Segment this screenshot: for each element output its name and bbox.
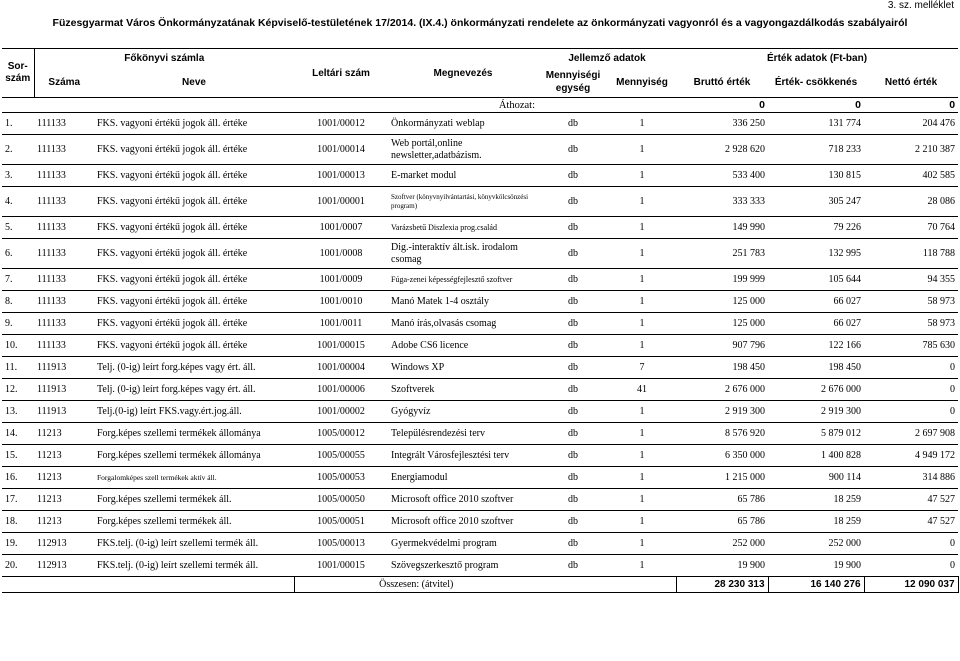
account-number: 111133	[34, 269, 94, 291]
account-number: 111133	[34, 135, 94, 165]
depreciation: 131 774	[768, 113, 864, 135]
quantity: 1	[608, 401, 676, 423]
inventory-number: 1001/00013	[294, 165, 388, 187]
item-name: Szoftverek	[388, 379, 538, 401]
row-number: 5.	[2, 217, 34, 239]
header-leltari-szam: Leltári szám	[294, 49, 388, 98]
unit: db	[538, 135, 608, 165]
table-row	[2, 217, 958, 239]
table-row	[2, 269, 958, 291]
quantity: 1	[608, 555, 676, 577]
depreciation: 18 259	[768, 489, 864, 511]
header-brutto-ertek: Bruttó érték	[676, 67, 768, 98]
inventory-number: 1001/00014	[294, 135, 388, 165]
athozat-label: Áthozat:	[2, 98, 538, 113]
unit: db	[538, 269, 608, 291]
asset-table	[2, 48, 959, 593]
account-number: 11213	[34, 423, 94, 445]
gross-value: 333 333	[676, 187, 768, 217]
row-number: 17.	[2, 489, 34, 511]
account-number: 11213	[34, 511, 94, 533]
item-name: Gyermekvédelmi program	[388, 533, 538, 555]
header-mennyisegi-egyseg: Mennyiségi egység	[538, 67, 608, 98]
depreciation: 132 995	[768, 239, 864, 269]
inventory-number: 1005/00013	[294, 533, 388, 555]
item-name: Szoftver (könyvnyilvántartási, könyvkölcsönzési program)	[388, 187, 538, 217]
inventory-number: 1005/00012	[294, 423, 388, 445]
total-netto: 12 090 037	[864, 577, 958, 593]
gross-value: 8 576 920	[676, 423, 768, 445]
net-value: 47 527	[864, 511, 958, 533]
gross-value: 251 783	[676, 239, 768, 269]
quantity: 1	[608, 135, 676, 165]
account-number: 111133	[34, 335, 94, 357]
account-name: Forg.képes szellemi termékek áll.	[94, 511, 294, 533]
item-name: Manó írás,olvasás csomag	[388, 313, 538, 335]
net-value: 2 210 387	[864, 135, 958, 165]
table-row	[2, 401, 958, 423]
quantity: 1	[608, 313, 676, 335]
inventory-number: 1001/00015	[294, 335, 388, 357]
quantity: 1	[608, 489, 676, 511]
net-value: 402 585	[864, 165, 958, 187]
inventory-number: 1001/0010	[294, 291, 388, 313]
table-row	[2, 313, 958, 335]
unit: db	[538, 313, 608, 335]
quantity: 1	[608, 335, 676, 357]
header-neve: Neve	[94, 67, 294, 98]
account-number: 111913	[34, 401, 94, 423]
total-csokkenes: 16 140 276	[768, 577, 864, 593]
athozat-row	[2, 98, 958, 113]
account-number: 111133	[34, 313, 94, 335]
unit: db	[538, 423, 608, 445]
athozat-csokkenes: 0	[768, 98, 864, 113]
account-number: 111133	[34, 113, 94, 135]
row-number: 6.	[2, 239, 34, 269]
account-number: 112913	[34, 555, 94, 577]
depreciation: 5 879 012	[768, 423, 864, 445]
net-value: 204 476	[864, 113, 958, 135]
depreciation: 66 027	[768, 313, 864, 335]
inventory-number: 1001/00001	[294, 187, 388, 217]
row-number: 18.	[2, 511, 34, 533]
quantity: 7	[608, 357, 676, 379]
item-name: Szövegszerkesztő program	[388, 555, 538, 577]
account-name: Forg.képes szellemi termékek áll.	[94, 489, 294, 511]
depreciation: 198 450	[768, 357, 864, 379]
net-value: 118 788	[864, 239, 958, 269]
unit: db	[538, 489, 608, 511]
net-value: 0	[864, 401, 958, 423]
row-number: 12.	[2, 379, 34, 401]
table-row	[2, 379, 958, 401]
account-name: FKS. vagyoni értékű jogok áll. értéke	[94, 313, 294, 335]
inventory-number: 1001/00002	[294, 401, 388, 423]
inventory-number: 1001/00015	[294, 555, 388, 577]
quantity: 41	[608, 379, 676, 401]
row-number: 7.	[2, 269, 34, 291]
row-number: 10.	[2, 335, 34, 357]
depreciation: 130 815	[768, 165, 864, 187]
row-number: 3.	[2, 165, 34, 187]
account-name: FKS.telj. (0-ig) leírt szellemi termék áll.	[94, 533, 294, 555]
net-value: 4 949 172	[864, 445, 958, 467]
header-ertekcsokkenes: Érték- csökkenés	[768, 67, 864, 98]
account-number: 111133	[34, 239, 94, 269]
account-name: FKS. vagyoni értékű jogok áll. értéke	[94, 239, 294, 269]
net-value: 94 355	[864, 269, 958, 291]
gross-value: 125 000	[676, 291, 768, 313]
appendix-label: 3. sz. melléklet	[887, 0, 954, 11]
row-number: 15.	[2, 445, 34, 467]
item-name: Fúga-zenei képességfejlesztő szoftver	[388, 269, 538, 291]
inventory-number: 1001/0008	[294, 239, 388, 269]
account-number: 111133	[34, 165, 94, 187]
unit: db	[538, 239, 608, 269]
depreciation: 2 676 000	[768, 379, 864, 401]
quantity: 1	[608, 187, 676, 217]
account-number: 11213	[34, 489, 94, 511]
account-name: FKS. vagyoni értékű jogok áll. értéke	[94, 291, 294, 313]
row-number: 14.	[2, 423, 34, 445]
table-row	[2, 135, 958, 165]
account-number: 11213	[34, 467, 94, 489]
gross-value: 2 919 300	[676, 401, 768, 423]
inventory-number: 1005/00053	[294, 467, 388, 489]
gross-value: 1 215 000	[676, 467, 768, 489]
gross-value: 65 786	[676, 511, 768, 533]
item-name: Manó Matek 1-4 osztály	[388, 291, 538, 313]
total-row	[2, 577, 958, 593]
row-number: 8.	[2, 291, 34, 313]
account-number: 111913	[34, 379, 94, 401]
table-row	[2, 113, 958, 135]
item-name: Energiamodul	[388, 467, 538, 489]
unit: db	[538, 511, 608, 533]
item-name: Dig.-interaktív ált.isk. irodalom csomag	[388, 239, 538, 269]
row-number: 13.	[2, 401, 34, 423]
gross-value: 65 786	[676, 489, 768, 511]
header-mennyiseg: Mennyiség	[608, 67, 676, 98]
account-name: Telj. (0-ig) leírt forg.képes vagy ért. áll.	[94, 379, 294, 401]
item-name: Gyógyvíz	[388, 401, 538, 423]
net-value: 28 086	[864, 187, 958, 217]
depreciation: 105 644	[768, 269, 864, 291]
quantity: 1	[608, 511, 676, 533]
unit: db	[538, 555, 608, 577]
account-name: Forg.képes szellemi termékek állománya	[94, 445, 294, 467]
row-number: 16.	[2, 467, 34, 489]
item-name: Microsoft office 2010 szoftver	[388, 489, 538, 511]
net-value: 70 764	[864, 217, 958, 239]
item-name: Web portál,online newsletter,adatbázism.	[388, 135, 538, 165]
quantity: 1	[608, 423, 676, 445]
total-brutto: 28 230 313	[676, 577, 768, 593]
depreciation: 718 233	[768, 135, 864, 165]
table-row	[2, 533, 958, 555]
account-number: 111133	[34, 187, 94, 217]
account-number: 111133	[34, 217, 94, 239]
net-value: 0	[864, 533, 958, 555]
item-name: Önkormányzati weblap	[388, 113, 538, 135]
row-number: 20.	[2, 555, 34, 577]
header-ertek-adatok: Érték adatok (Ft-ban)	[676, 49, 958, 68]
gross-value: 198 450	[676, 357, 768, 379]
quantity: 1	[608, 445, 676, 467]
gross-value: 2 928 620	[676, 135, 768, 165]
table-row	[2, 489, 958, 511]
depreciation: 252 000	[768, 533, 864, 555]
table-row	[2, 357, 958, 379]
net-value: 47 527	[864, 489, 958, 511]
depreciation: 305 247	[768, 187, 864, 217]
gross-value: 907 796	[676, 335, 768, 357]
unit: db	[538, 401, 608, 423]
account-name: FKS.telj. (0-ig) leírt szellemi termék áll.	[94, 555, 294, 577]
inventory-number: 1005/00055	[294, 445, 388, 467]
header-netto-ertek: Nettó érték	[864, 67, 958, 98]
table-row	[2, 239, 958, 269]
unit: db	[538, 335, 608, 357]
account-name: Telj.(0-ig) leírt FKS.vagy.ért.jog.áll.	[94, 401, 294, 423]
quantity: 1	[608, 291, 676, 313]
quantity: 1	[608, 467, 676, 489]
table-row	[2, 291, 958, 313]
depreciation: 79 226	[768, 217, 864, 239]
gross-value: 19 900	[676, 555, 768, 577]
row-number: 1.	[2, 113, 34, 135]
gross-value: 336 250	[676, 113, 768, 135]
unit: db	[538, 291, 608, 313]
depreciation: 18 259	[768, 511, 864, 533]
account-name: FKS. vagyoni értékű jogok áll. értéke	[94, 217, 294, 239]
depreciation: 1 400 828	[768, 445, 864, 467]
net-value: 0	[864, 357, 958, 379]
account-name: FKS. vagyoni értékű jogok áll. értéke	[94, 135, 294, 165]
table-row	[2, 467, 958, 489]
quantity: 1	[608, 165, 676, 187]
inventory-number: 1001/00006	[294, 379, 388, 401]
account-name: FKS. vagyoni értékű jogok áll. értéke	[94, 187, 294, 217]
account-number: 111913	[34, 357, 94, 379]
unit: db	[538, 533, 608, 555]
gross-value: 149 990	[676, 217, 768, 239]
account-name: Forg.képes szellemi termékek állománya	[94, 423, 294, 445]
depreciation: 66 027	[768, 291, 864, 313]
header-megnevezes: Megnevezés	[388, 49, 538, 98]
quantity: 1	[608, 269, 676, 291]
athozat-brutto: 0	[676, 98, 768, 113]
table-row	[2, 187, 958, 217]
depreciation: 900 114	[768, 467, 864, 489]
account-name: Telj. (0-ig) leírt forg.képes vagy ért. áll.	[94, 357, 294, 379]
gross-value: 2 676 000	[676, 379, 768, 401]
item-name: Településrendezési terv	[388, 423, 538, 445]
total-label: Összesen: (átvitel)	[294, 577, 538, 593]
table-row	[2, 511, 958, 533]
gross-value: 199 999	[676, 269, 768, 291]
quantity: 1	[608, 217, 676, 239]
row-number: 11.	[2, 357, 34, 379]
account-number: 11213	[34, 445, 94, 467]
quantity: 1	[608, 533, 676, 555]
unit: db	[538, 357, 608, 379]
header-szama: Száma	[34, 67, 94, 98]
account-name: FKS. vagyoni értékű jogok áll. értéke	[94, 269, 294, 291]
net-value: 314 886	[864, 467, 958, 489]
item-name: Varázsbetű Diszlexia prog.család	[388, 217, 538, 239]
document-title: Füzesgyarmat Város Önkormányzatának Képviselő-testületének 17/2014. (IX.4.) önkormányzati rendelete az önkormányzati vagyonról és a vagyongazdálkodás szabályairól	[52, 17, 908, 29]
quantity: 1	[608, 113, 676, 135]
account-name: Forgalomképes szell termékek aktív áll.	[94, 467, 294, 489]
inventory-number: 1001/00004	[294, 357, 388, 379]
net-value: 58 973	[864, 313, 958, 335]
inventory-number: 1005/00051	[294, 511, 388, 533]
account-name: FKS. vagyoni értékű jogok áll. értéke	[94, 165, 294, 187]
unit: db	[538, 379, 608, 401]
inventory-number: 1001/00012	[294, 113, 388, 135]
net-value: 0	[864, 379, 958, 401]
depreciation: 122 166	[768, 335, 864, 357]
unit: db	[538, 445, 608, 467]
unit: db	[538, 113, 608, 135]
net-value: 785 630	[864, 335, 958, 357]
row-number: 4.	[2, 187, 34, 217]
table-row	[2, 445, 958, 467]
table-row	[2, 423, 958, 445]
inventory-number: 1005/00050	[294, 489, 388, 511]
table-row	[2, 555, 958, 577]
account-number: 111133	[34, 291, 94, 313]
header-fokonyvi-szamla: Főkönyvi számla	[34, 49, 294, 68]
item-name: Microsoft office 2010 szoftver	[388, 511, 538, 533]
depreciation: 2 919 300	[768, 401, 864, 423]
unit: db	[538, 467, 608, 489]
table-row	[2, 165, 958, 187]
account-name: FKS. vagyoni értékű jogok áll. értéke	[94, 113, 294, 135]
item-name: Adobe CS6 licence	[388, 335, 538, 357]
unit: db	[538, 165, 608, 187]
net-value: 58 973	[864, 291, 958, 313]
row-number: 2.	[2, 135, 34, 165]
account-number: 112913	[34, 533, 94, 555]
depreciation: 19 900	[768, 555, 864, 577]
net-value: 2 697 908	[864, 423, 958, 445]
unit: db	[538, 217, 608, 239]
inventory-number: 1001/0009	[294, 269, 388, 291]
net-value: 0	[864, 555, 958, 577]
gross-value: 6 350 000	[676, 445, 768, 467]
unit: db	[538, 187, 608, 217]
item-name: Windows XP	[388, 357, 538, 379]
row-number: 9.	[2, 313, 34, 335]
item-name: Integrált Városfejlesztési terv	[388, 445, 538, 467]
header-jellemzo-adatok: Jellemző adatok	[538, 49, 676, 68]
quantity: 1	[608, 239, 676, 269]
gross-value: 252 000	[676, 533, 768, 555]
gross-value: 533 400	[676, 165, 768, 187]
row-number: 19.	[2, 533, 34, 555]
inventory-number: 1001/0007	[294, 217, 388, 239]
table-row	[2, 335, 958, 357]
item-name: E-market modul	[388, 165, 538, 187]
gross-value: 125 000	[676, 313, 768, 335]
account-name: FKS. vagyoni értékű jogok áll. értéke	[94, 335, 294, 357]
athozat-netto: 0	[864, 98, 958, 113]
header-sorszam: Sor-szám	[2, 49, 34, 98]
inventory-number: 1001/0011	[294, 313, 388, 335]
